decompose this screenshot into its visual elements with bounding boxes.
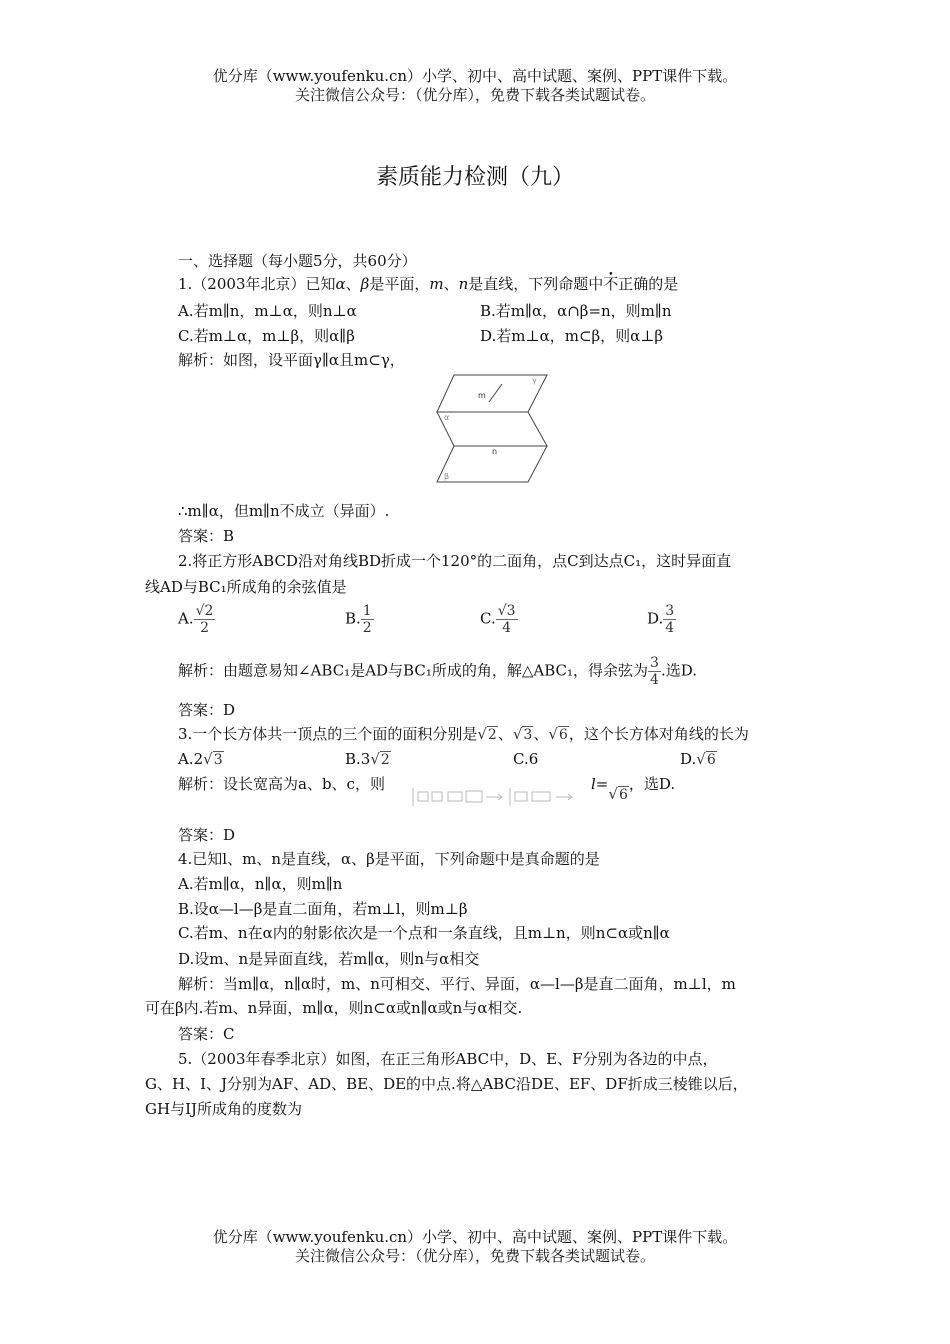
q1-option-c: C.若m⊥α，m⊥β，则α∥β (178, 327, 355, 345)
q1-answer: 答案：B (178, 527, 235, 545)
line-m (489, 384, 502, 402)
q3-option-a: A.2√3 (178, 750, 223, 768)
plane-gamma (437, 375, 547, 412)
q2-option-c: C. $\frac{√3}{4}$ (480, 603, 516, 636)
q2-answer: 答案：D (178, 701, 236, 719)
label-beta: β (444, 472, 450, 481)
q2-stem-line2: 线AD与BC₁所成角的余弦值是 (145, 578, 347, 596)
page-footer-line2: 关注微信公众号：（优分库），免费下载各类试题试卷。 (294, 1247, 655, 1265)
plane-alpha (437, 412, 547, 446)
q5-stem-line3: GH与IJ所成角的度数为 (145, 1100, 303, 1118)
q4-answer: 答案：C (178, 1025, 235, 1043)
emphasis-not: 不 (603, 275, 619, 293)
q1-stem: 1.（2003年北京）已知α、β是平面，m、n是直线，下列命题中不正确的是 (178, 275, 679, 293)
q2-analysis: 解析：由题意易知∠ABC₁是AD与BC₁所成的角，解△ABC₁，得余弦为 $\frac{3}{4}$ .选D. (178, 655, 697, 688)
label-gamma: γ (532, 376, 537, 385)
q1-figure (434, 372, 552, 484)
q4-analysis-line2: 可在β内.若m、n异面，m∥α，则n⊂α或n∥α或n与α相交. (145, 999, 523, 1017)
q4-analysis-line1: 解析：当m∥α，n∥α时，m、n可相交、平行、异面，α—l—β是直二面角，m⊥l，m (178, 975, 736, 993)
q1-option-a: A.若m∥n，m⊥α，则n⊥α (178, 302, 357, 320)
q3-analysis-text: 解析：设长宽高为a、b、c，则 (178, 775, 385, 793)
q5-stem-line2: G、H、I、J分别为AF、AD、BE、DE的中点.将△ABC沿DE、EF、DF折成三棱锥以后， (145, 1075, 748, 1093)
q4-stem: 4.已知l、m、n是直线，α、β是平面，下列命题中是真命题的是 (178, 850, 600, 868)
q3-stem: 3.一个长方体共一顶点的三个面的面积分别是√2、√3、√6，这个长方体对角线的长为 (178, 725, 749, 743)
q4-option-a: A.若m∥α，n∥α，则m∥n (178, 875, 343, 893)
q1-option-d: D.若m⊥α，m⊂β，则α⊥β (480, 327, 664, 345)
q3-option-c: C.6 (513, 750, 539, 768)
page-header-line1: 优分库（www.youfenku.cn）小学、初中、高中试题、案例、PPT课件下载。 (212, 67, 738, 85)
q3-analysis-result: l=√6，选D. (591, 775, 676, 803)
page-title: 素质能力检测（九） (375, 165, 574, 190)
q3-answer: 答案：D (178, 826, 236, 844)
q3-option-d: D.√6 (680, 750, 716, 768)
q4-option-c: C.若m、n在α内的射影依次是一个点和一条直线，且m⊥n，则n⊂α或n∥α (178, 924, 670, 942)
q2-option-d: D. $\frac{3}{4}$ (647, 603, 675, 636)
q1-conclusion: ∴m∥α，但m∥n不成立（异面）. (178, 502, 390, 520)
q2-option-a: A. $\frac{√2}{2}$ (178, 603, 214, 636)
q2-stem-line1: 2.将正方形ABCD沿对角线BD折成一个120°的二面角，点C到达点C₁，这时异面直 (178, 552, 732, 570)
page-header-line2: 关注微信公众号：（优分库），免费下载各类试题试卷。 (294, 86, 655, 104)
page-footer-line1: 优分库（www.youfenku.cn）小学、初中、高中试题、案例、PPT课件下载。 (212, 1228, 738, 1246)
q1-option-b: B.若m∥α，α∩β=n，则m∥n (480, 302, 672, 320)
section-heading: 一、选择题（每小题5分，共60分） (178, 252, 417, 270)
q1-analysis: 解析：如图，设平面γ∥α且m⊂γ， (178, 351, 405, 369)
label-n: n (492, 447, 498, 456)
q4-option-d: D.设m、n是异面直线，若m∥α，则n与α相交 (178, 950, 480, 968)
q3-option-b: B.3√2 (345, 750, 390, 768)
q4-option-b: B.设α—l—β是直二面角，若m⊥l，则m⊥β (178, 900, 468, 918)
q2-option-b: B. $\frac{1}{2}$ (345, 603, 372, 636)
label-m: m (478, 391, 486, 400)
label-alpha: α (444, 413, 450, 422)
q5-stem-line1: 5.（2003年春季北京）如图，在正三角形ABC中，D、E、F分别为各边的中点， (178, 1050, 718, 1068)
q3-equation-image (410, 786, 588, 808)
